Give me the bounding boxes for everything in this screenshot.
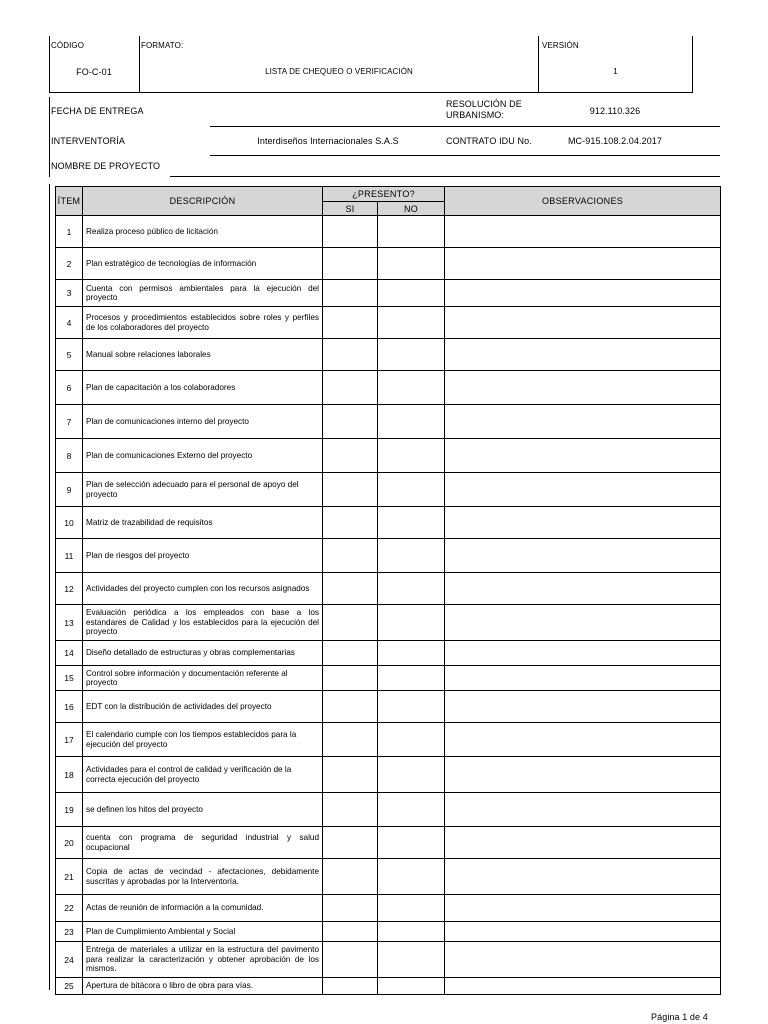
item-description: Entrega de materiales a utilizar en la estructura del pavimento para realizar la caracterización y obtener aprobación de los mismos.	[83, 942, 323, 978]
interventoria-value: Interdiseños Internacionales S.A.S	[257, 136, 399, 146]
fecha-entrega-line	[210, 126, 720, 127]
col-header-si: SI	[323, 202, 378, 216]
no-cell[interactable]	[378, 723, 445, 757]
item-description: cuenta con programa de seguridad industrial y salud ocupacional	[83, 827, 323, 859]
si-cell[interactable]	[323, 339, 378, 371]
item-number: 2	[56, 248, 83, 280]
observaciones-cell[interactable]	[445, 405, 721, 439]
table-row	[56, 859, 721, 895]
observaciones-cell[interactable]	[445, 827, 721, 859]
si-cell[interactable]	[323, 641, 378, 666]
observaciones-cell[interactable]	[445, 895, 721, 922]
table-row	[56, 942, 721, 978]
contrato-label: CONTRATO IDU No.	[446, 136, 532, 146]
item-number: 8	[56, 439, 83, 473]
observaciones-cell[interactable]	[445, 859, 721, 895]
item-description: Diseño detallado de estructuras y obras complementarias	[83, 641, 323, 666]
item-number: 5	[56, 339, 83, 371]
codigo-label: CÓDIGO	[51, 41, 85, 50]
checklist-table	[55, 186, 721, 995]
formato-title: LISTA DE CHEQUEO O VERIFICACIÓN	[265, 67, 413, 76]
si-cell[interactable]	[323, 539, 378, 573]
observaciones-cell[interactable]	[445, 922, 721, 942]
table-row	[56, 507, 721, 539]
item-description: Matriz de trazabilidad de requisitos	[83, 507, 323, 539]
table-row	[56, 723, 721, 757]
observaciones-cell[interactable]	[445, 439, 721, 473]
si-cell[interactable]	[323, 691, 378, 723]
item-number: 22	[56, 895, 83, 922]
item-description: se definen los hitos del proyecto	[83, 793, 323, 827]
observaciones-cell[interactable]	[445, 339, 721, 371]
item-number: 12	[56, 573, 83, 605]
si-cell[interactable]	[323, 978, 378, 995]
no-cell[interactable]	[378, 539, 445, 573]
item-number: 19	[56, 793, 83, 827]
no-cell[interactable]	[378, 473, 445, 507]
table-row	[56, 307, 721, 339]
no-cell[interactable]	[378, 827, 445, 859]
no-cell[interactable]	[378, 371, 445, 405]
no-cell[interactable]	[378, 895, 445, 922]
item-description: El calendario cumple con los tiempos establecidos para la ejecución del proyecto	[83, 723, 323, 757]
item-description: Copia de actas de vecindad - afectaciones, debidamente suscritas y aprobadas por la Interventoría.	[83, 859, 323, 895]
col-header-item: ÍTEM	[56, 187, 83, 216]
observaciones-cell[interactable]	[445, 978, 721, 995]
si-cell[interactable]	[323, 666, 378, 691]
no-cell[interactable]	[378, 280, 445, 307]
observaciones-cell[interactable]	[445, 793, 721, 827]
table-row	[56, 280, 721, 307]
proyecto-label: NOMBRE DE PROYECTO	[51, 161, 161, 171]
no-cell[interactable]	[378, 605, 445, 641]
no-cell[interactable]	[378, 507, 445, 539]
table-row	[56, 371, 721, 405]
item-number: 1	[56, 216, 83, 248]
item-number: 23	[56, 922, 83, 942]
observaciones-cell[interactable]	[445, 723, 721, 757]
interventoria-label: INTERVENTORÍA	[51, 136, 125, 146]
col-header-presento: ¿PRESENTO?	[323, 187, 445, 202]
item-description: Plan de selección adecuado para el personal de apoyo del proyecto	[83, 473, 323, 507]
observaciones-cell[interactable]	[445, 473, 721, 507]
resolucion-label-2: URBANISMO:	[446, 110, 505, 120]
item-description: Realiza proceso público de licitación	[83, 216, 323, 248]
no-cell[interactable]	[378, 691, 445, 723]
observaciones-cell[interactable]	[445, 371, 721, 405]
table-row	[56, 757, 721, 793]
observaciones-cell[interactable]	[445, 605, 721, 641]
table-row	[56, 793, 721, 827]
si-cell[interactable]	[323, 405, 378, 439]
table-row	[56, 922, 721, 942]
version-value: 1	[613, 67, 618, 76]
no-cell[interactable]	[378, 757, 445, 793]
item-description: Plan de comunicaciones Externo del proyecto	[83, 439, 323, 473]
item-description: Apertura de bitácora o libro de obra para vías.	[83, 978, 323, 995]
table-row	[56, 216, 721, 248]
item-number: 16	[56, 691, 83, 723]
item-number: 15	[56, 666, 83, 691]
item-description: Plan estratégico de tecnologías de información	[83, 248, 323, 280]
observaciones-cell[interactable]	[445, 641, 721, 666]
observaciones-cell[interactable]	[445, 666, 721, 691]
observaciones-cell[interactable]	[445, 248, 721, 280]
si-cell[interactable]	[323, 473, 378, 507]
table-row	[56, 641, 721, 666]
item-description: Plan de capacitación a los colaboradores	[83, 371, 323, 405]
si-cell[interactable]	[323, 895, 378, 922]
observaciones-cell[interactable]	[445, 573, 721, 605]
item-number: 14	[56, 641, 83, 666]
table-row	[56, 439, 721, 473]
table-row	[56, 691, 721, 723]
resolucion-label-1: RESOLUCIÓN DE	[446, 99, 522, 109]
item-number: 17	[56, 723, 83, 757]
item-description: Actas de reunión de información a la comunidad.	[83, 895, 323, 922]
item-number: 7	[56, 405, 83, 439]
observaciones-cell[interactable]	[445, 757, 721, 793]
item-description: Procesos y procedimientos establecidos sobre roles y perfiles de los colaboradores del proyecto	[83, 307, 323, 339]
item-description: Evaluación periódica a los empleados con base a los estandares de Calidad y los establecidos para la ejecución del proyecto	[83, 605, 323, 641]
page-number: Página 1 de 4	[651, 1012, 708, 1022]
table-row	[56, 539, 721, 573]
observaciones-cell[interactable]	[445, 507, 721, 539]
no-cell[interactable]	[378, 666, 445, 691]
no-cell[interactable]	[378, 307, 445, 339]
col-header-observaciones: OBSERVACIONES	[445, 187, 721, 216]
item-description: Cuenta con permisos ambientales para la ejecución del proyecto	[83, 280, 323, 307]
formato-label: FORMATO:	[141, 41, 184, 50]
item-number: 21	[56, 859, 83, 895]
si-cell[interactable]	[323, 723, 378, 757]
item-description: Control sobre información y documentación referente al proyecto	[83, 666, 323, 691]
observaciones-cell[interactable]	[445, 280, 721, 307]
si-cell[interactable]	[323, 573, 378, 605]
resolucion-value: 912.110.326	[589, 106, 641, 116]
interventoria-line	[210, 155, 720, 156]
no-cell[interactable]	[378, 859, 445, 895]
item-description: Actividades para el control de calidad y verificación de la correcta ejecución del proyecto	[83, 757, 323, 793]
no-cell[interactable]	[378, 793, 445, 827]
item-description: Actividades del proyecto cumplen con los recursos asignados	[83, 573, 323, 605]
item-number: 13	[56, 605, 83, 641]
no-cell[interactable]	[378, 978, 445, 995]
item-description: Plan de riesgos del proyecto	[83, 539, 323, 573]
table-row	[56, 339, 721, 371]
table-row	[56, 248, 721, 280]
si-cell[interactable]	[323, 248, 378, 280]
si-cell[interactable]	[323, 859, 378, 895]
item-number: 24	[56, 942, 83, 978]
no-cell[interactable]	[378, 922, 445, 942]
observaciones-cell[interactable]	[445, 307, 721, 339]
proyecto-line	[170, 176, 720, 177]
table-row	[56, 666, 721, 691]
si-cell[interactable]	[323, 216, 378, 248]
version-label: VERSIÓN	[542, 41, 579, 50]
no-cell[interactable]	[378, 216, 445, 248]
si-cell[interactable]	[323, 922, 378, 942]
observaciones-cell[interactable]	[445, 691, 721, 723]
item-number: 10	[56, 507, 83, 539]
si-cell[interactable]	[323, 307, 378, 339]
no-cell[interactable]	[378, 573, 445, 605]
si-cell[interactable]	[323, 942, 378, 978]
item-description: Manual sobre relaciones laborales	[83, 339, 323, 371]
no-cell[interactable]	[378, 339, 445, 371]
table-row	[56, 473, 721, 507]
table-row	[56, 895, 721, 922]
item-number: 4	[56, 307, 83, 339]
table-row	[56, 827, 721, 859]
item-description: Plan de Cumplimiento Ambiental y Social	[83, 922, 323, 942]
si-cell[interactable]	[323, 757, 378, 793]
item-number: 20	[56, 827, 83, 859]
si-cell[interactable]	[323, 793, 378, 827]
item-number: 18	[56, 757, 83, 793]
observaciones-cell[interactable]	[445, 942, 721, 978]
no-cell[interactable]	[378, 439, 445, 473]
no-cell[interactable]	[378, 405, 445, 439]
table-row	[56, 978, 721, 995]
observaciones-cell[interactable]	[445, 216, 721, 248]
codigo-value: FO-C-01	[76, 67, 112, 77]
si-cell[interactable]	[323, 507, 378, 539]
item-number: 6	[56, 371, 83, 405]
item-description: Plan de comunicaciones interno del proyecto	[83, 405, 323, 439]
si-cell[interactable]	[323, 827, 378, 859]
si-cell[interactable]	[323, 280, 378, 307]
si-cell[interactable]	[323, 605, 378, 641]
table-row	[56, 573, 721, 605]
item-number: 3	[56, 280, 83, 307]
table-row	[56, 605, 721, 641]
contrato-value: MC-915.108.2.04.2017	[567, 136, 663, 146]
table-row	[56, 405, 721, 439]
col-header-descripcion: DESCRIPCIÓN	[83, 187, 323, 216]
left-margin-line	[49, 184, 50, 990]
si-cell[interactable]	[323, 439, 378, 473]
si-cell[interactable]	[323, 371, 378, 405]
no-cell[interactable]	[378, 641, 445, 666]
fecha-entrega-label: FECHA DE ENTREGA	[51, 106, 144, 116]
col-header-no: NO	[378, 202, 445, 216]
item-number: 9	[56, 473, 83, 507]
no-cell[interactable]	[378, 248, 445, 280]
no-cell[interactable]	[378, 942, 445, 978]
observaciones-cell[interactable]	[445, 539, 721, 573]
item-number: 11	[56, 539, 83, 573]
item-description: EDT con la distribución de actividades del proyecto	[83, 691, 323, 723]
item-number: 25	[56, 978, 83, 995]
